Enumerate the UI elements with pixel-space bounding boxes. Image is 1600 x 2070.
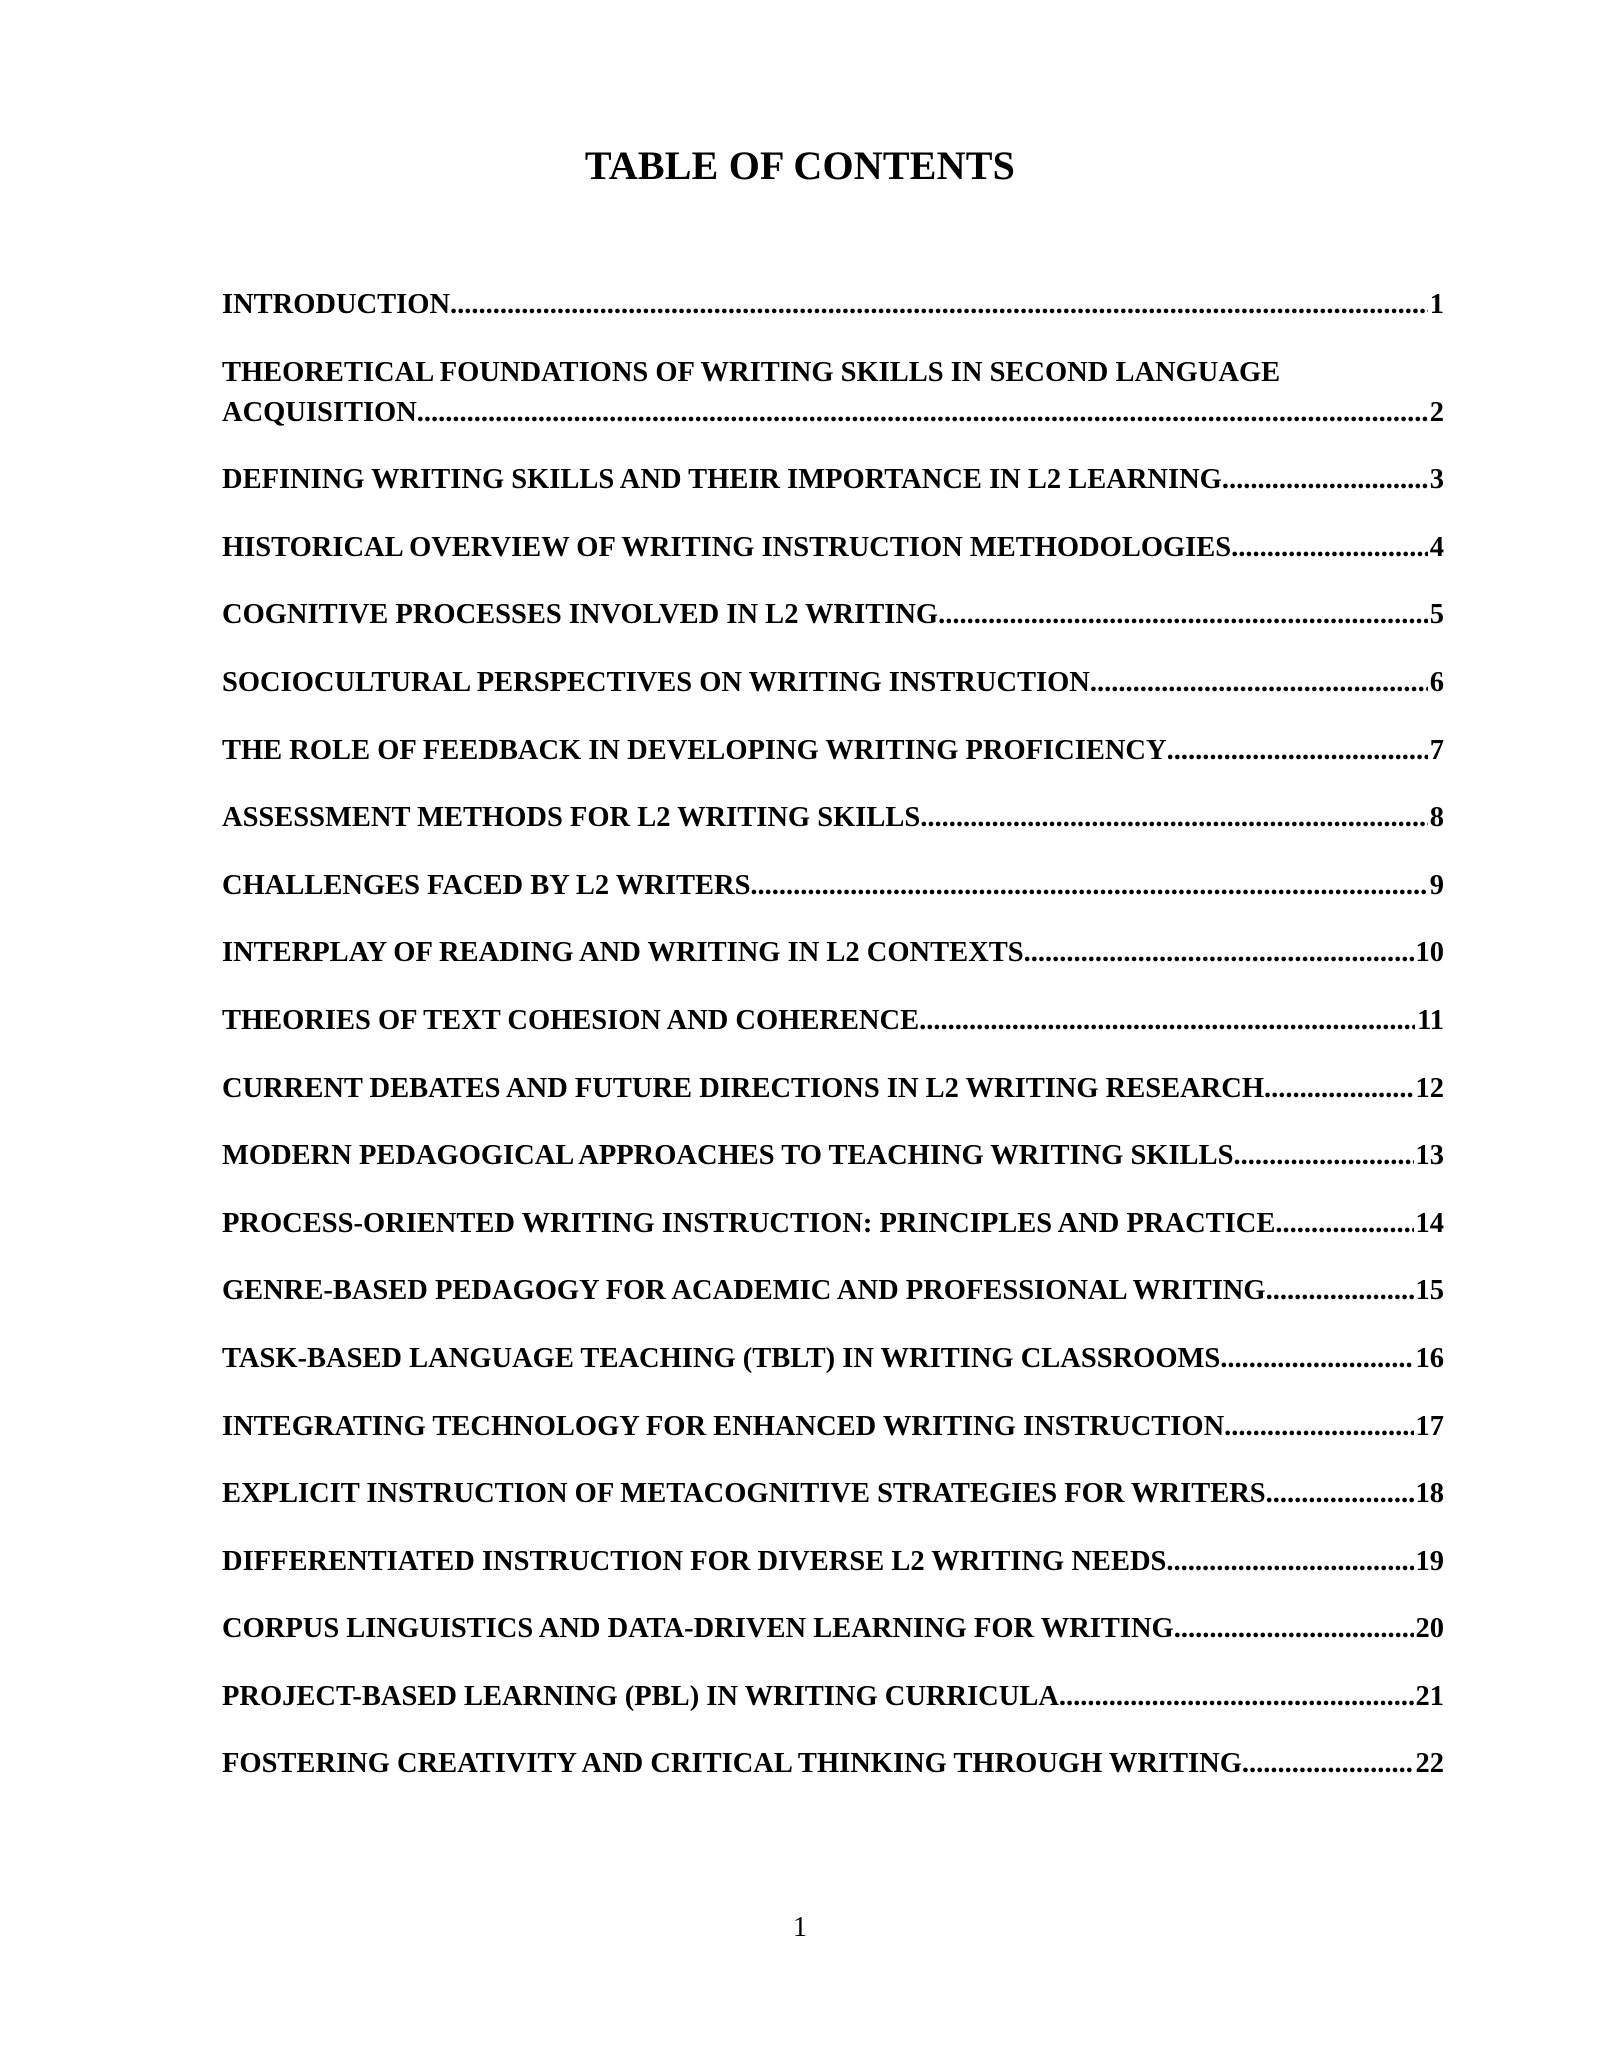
- dot-leader: [1220, 1339, 1413, 1379]
- toc-entry[interactable]: [222, 1136, 1444, 1176]
- toc-entry-page-number: 21: [1415, 1680, 1444, 1712]
- dot-leader: [1264, 1069, 1413, 1109]
- toc-entry-page-number: 7: [1429, 734, 1444, 766]
- toc-entry-label-line1: THEORETICAL FOUNDATIONS OF WRITING SKILLS IN SECOND LANGUAGE: [222, 356, 1281, 388]
- toc-entry-page-number: 10: [1415, 937, 1444, 969]
- dot-leader: [1167, 731, 1428, 771]
- toc-entry-row: [222, 731, 1444, 771]
- toc-entry[interactable]: [222, 460, 1444, 500]
- toc-entry-row: [222, 866, 1444, 906]
- toc-entry-label: FOSTERING CREATIVITY AND CRITICAL THINKING THROUGH WRITING: [222, 1748, 1242, 1780]
- toc-entry-row: [222, 1474, 1444, 1514]
- toc-entry-label: CURRENT DEBATES AND FUTURE DIRECTIONS IN L2 WRITING RESEARCH: [222, 1072, 1265, 1104]
- toc-entry-row: [222, 528, 1444, 568]
- dot-leader: [450, 285, 1428, 325]
- toc-entry-page-number: 22: [1415, 1748, 1444, 1780]
- dot-leader: [1222, 460, 1428, 500]
- toc-entry-page-number: 1: [1429, 289, 1444, 320]
- toc-entry[interactable]: [222, 1001, 1444, 1041]
- toc-entry-label: EXPLICIT INSTRUCTION OF METACOGNITIVE STRATEGIES FOR WRITERS: [222, 1478, 1266, 1510]
- toc-entry-label: SOCIOCULTURAL PERSPECTIVES ON WRITING INSTRUCTION: [222, 666, 1090, 698]
- toc-entry-page-number: 5: [1429, 599, 1444, 631]
- toc-entry-label: COGNITIVE PROCESSES INVOLVED IN L2 WRITING: [222, 599, 939, 631]
- toc-entry[interactable]: [222, 866, 1444, 906]
- toc-entry[interactable]: [222, 1677, 1444, 1717]
- toc-entry-label: DEFINING WRITING SKILLS AND THEIR IMPORTANCE IN L2 LEARNING: [222, 464, 1222, 496]
- dot-leader: [1059, 1677, 1414, 1717]
- toc-entry-page-number: 14: [1415, 1207, 1444, 1239]
- toc-entry[interactable]: [222, 285, 1444, 325]
- dot-leader: [1174, 1609, 1414, 1649]
- toc-entry-row: [222, 1271, 1444, 1311]
- toc-entry-row: [222, 1744, 1444, 1784]
- toc-entry[interactable]: [222, 1407, 1444, 1447]
- toc-entry-page-number: 2: [1429, 396, 1444, 428]
- toc-entry-row: [222, 1542, 1444, 1582]
- toc-entry[interactable]: [222, 1542, 1444, 1582]
- dot-leader: [1166, 1542, 1413, 1582]
- toc-entry-page-number: 6: [1429, 666, 1444, 698]
- toc-entry-row: [222, 663, 1444, 703]
- toc-entry-page-number: 11: [1417, 1004, 1444, 1036]
- dot-leader: [1233, 1136, 1413, 1176]
- toc-entry-label: MODERN PEDAGOGICAL APPROACHES TO TEACHING WRITING SKILLS: [222, 1140, 1234, 1172]
- toc-entry-row: [222, 1339, 1444, 1379]
- toc-entry-label: INTERPLAY OF READING AND WRITING IN L2 CONTEXTS: [222, 937, 1024, 969]
- dot-leader: [1024, 933, 1414, 973]
- toc-entry-page-number: 8: [1429, 802, 1444, 834]
- dot-leader: [1266, 1271, 1414, 1311]
- toc-entry[interactable]: [222, 1474, 1444, 1514]
- dot-leader: [1090, 663, 1428, 703]
- toc-entry-label: ACQUISITION: [222, 396, 417, 428]
- toc-entry-row: [222, 1407, 1444, 1447]
- toc-entry-row: [222, 285, 1444, 325]
- toc-entry-page-number: 16: [1415, 1342, 1444, 1374]
- toc-entry[interactable]: [222, 1609, 1444, 1649]
- toc-entry-page-number: 17: [1415, 1410, 1444, 1442]
- toc-entry-label: ASSESSMENT METHODS FOR L2 WRITING SKILLS: [222, 802, 921, 834]
- toc-entry-label: CORPUS LINGUISTICS AND DATA-DRIVEN LEARNING FOR WRITING: [222, 1613, 1174, 1645]
- toc-entry[interactable]: [222, 1271, 1444, 1311]
- toc-entry[interactable]: [222, 933, 1444, 973]
- toc-entry-row: [222, 1204, 1444, 1244]
- toc-entry[interactable]: [222, 528, 1444, 568]
- toc-entry-label: GENRE-BASED PEDAGOGY FOR ACADEMIC AND PROFESSIONAL WRITING: [222, 1275, 1266, 1307]
- toc-entry-page-number: 20: [1415, 1613, 1444, 1645]
- toc-entry-label: PROJECT-BASED LEARNING (PBL) IN WRITING CURRICULA: [222, 1680, 1059, 1712]
- toc-entry-page-number: 9: [1429, 869, 1444, 901]
- toc-entry-label: INTRODUCTION: [222, 289, 451, 320]
- toc-entry[interactable]: [222, 1069, 1444, 1109]
- dot-leader: [920, 798, 1428, 838]
- toc-entry-label: INTEGRATING TECHNOLOGY FOR ENHANCED WRITING INSTRUCTION: [222, 1410, 1225, 1442]
- toc-entry-label: HISTORICAL OVERVIEW OF WRITING INSTRUCTION METHODOLOGIES: [222, 531, 1232, 563]
- toc-entry-page-number: 18: [1415, 1478, 1444, 1510]
- toc-entry-label: PROCESS-ORIENTED WRITING INSTRUCTION: PRINCIPLES AND PRACTICE: [222, 1207, 1276, 1239]
- toc-entry-page-number: 3: [1429, 464, 1444, 496]
- dot-leader: [919, 1001, 1415, 1041]
- page-title: TABLE OF CONTENTS: [584, 143, 1016, 188]
- toc-entry-label: DIFFERENTIATED INSTRUCTION FOR DIVERSE L2 WRITING NEEDS: [222, 1545, 1167, 1577]
- toc-list: [222, 285, 1444, 1812]
- toc-entry-page-number: 19: [1415, 1545, 1444, 1577]
- toc-entry[interactable]: [222, 663, 1444, 703]
- toc-entry-row: [222, 798, 1444, 838]
- toc-entry-row: [222, 1609, 1444, 1649]
- toc-entry[interactable]: [222, 1744, 1444, 1784]
- toc-entry-page-number: 13: [1415, 1140, 1444, 1172]
- toc-entry[interactable]: [222, 1204, 1444, 1244]
- toc-entry-page-number: 15: [1415, 1275, 1444, 1307]
- toc-entry[interactable]: [222, 798, 1444, 838]
- dot-leader: [1231, 528, 1428, 568]
- toc-entry-row: [222, 1001, 1444, 1041]
- dot-leader: [417, 393, 1428, 433]
- dot-leader: [1275, 1204, 1413, 1244]
- toc-entry-label: THEORIES OF TEXT COHESION AND COHERENCE: [222, 1004, 920, 1036]
- toc-entry[interactable]: [222, 1339, 1444, 1379]
- toc-entry-label: THE ROLE OF FEEDBACK IN DEVELOPING WRITING PROFICIENCY: [222, 734, 1167, 766]
- toc-entry-label: TASK-BASED LANGUAGE TEACHING (TBLT) IN WRITING CLASSROOMS: [222, 1342, 1221, 1374]
- toc-entry[interactable]: [222, 353, 1444, 433]
- toc-entry-page-number: 12: [1415, 1072, 1444, 1104]
- toc-entry-row: [222, 595, 1444, 635]
- toc-entry-row: [222, 460, 1444, 500]
- dot-leader: [938, 595, 1428, 635]
- toc-entry-row: [222, 1136, 1444, 1176]
- toc-entry-row: [222, 393, 1444, 433]
- toc-entry[interactable]: [222, 595, 1444, 635]
- dot-leader: [1266, 1474, 1414, 1514]
- page-number: 1: [793, 1912, 807, 1943]
- toc-entry-row: [222, 933, 1444, 973]
- toc-entry[interactable]: [222, 731, 1444, 771]
- toc-entry-row: [222, 1677, 1444, 1717]
- dot-leader: [1224, 1407, 1413, 1447]
- toc-entry-row: [222, 1069, 1444, 1109]
- toc-entry-label: CHALLENGES FACED BY L2 WRITERS: [222, 869, 751, 901]
- dot-leader: [1242, 1744, 1414, 1784]
- dot-leader: [750, 866, 1427, 906]
- toc-entry-page-number: 4: [1429, 531, 1444, 563]
